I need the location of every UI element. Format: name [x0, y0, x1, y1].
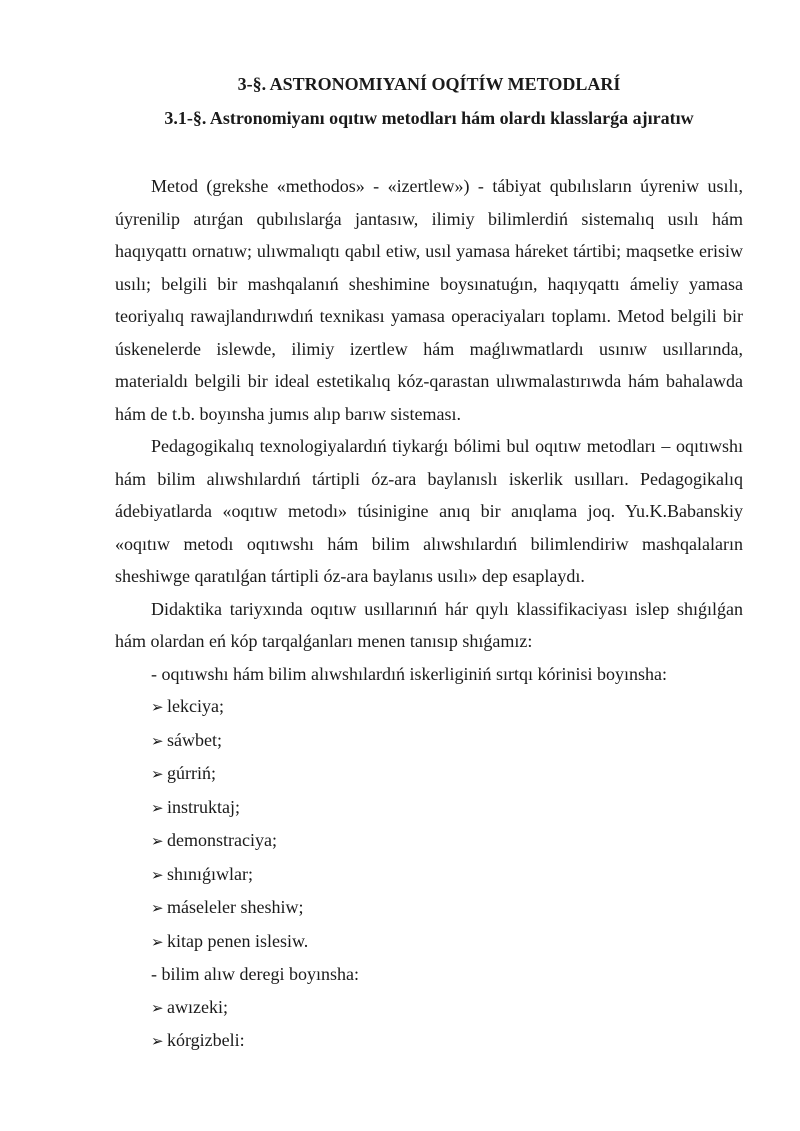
arrow-bullet-icon: ➢ — [151, 731, 164, 750]
list-item — [115, 925, 743, 959]
arrow-bullet-icon: ➢ — [151, 698, 164, 716]
arrow-bullet-icon: ➢ — [151, 899, 164, 917]
arrow-bullet-icon: ➢ — [151, 832, 164, 850]
section-title: 3-§. ASTRONOMIYANÍ OQÍTÍW METODLARÍ — [237, 74, 621, 94]
list-item — [115, 724, 743, 758]
bullet-list-knowledge-source — [115, 991, 743, 1058]
list-item-text: lekciya; — [167, 696, 224, 716]
list-item — [115, 1024, 743, 1058]
list-item — [115, 690, 743, 724]
subsection-title: 3.1-§. Astronomiyanı oqıtıw metodları hám olardı klasslarǵa ajıratıw — [164, 108, 694, 128]
list-item-text: gúrriń; — [167, 763, 216, 783]
list-item-text: kitap penen islesiw. — [167, 930, 309, 951]
arrow-bullet-icon: ➢ — [151, 865, 164, 884]
paragraph-classification-intro: Didaktika tariyxında oqıtıw usıllarınıń hár qıylı klassifikaciyası islep shıǵılǵan hám olardan eń kóp tarqalǵanları menen tanısıp shıǵamız: — [115, 598, 743, 651]
bullet-list-activity-form — [115, 690, 743, 958]
list-item — [115, 757, 743, 791]
arrow-bullet-icon: ➢ — [151, 765, 164, 783]
paragraph-pedagogical-technologies: Pedagogikalıq texnologiyalardıń tiykarǵı bólimi bul oqıtıw metodları – oqıtıwshı hám bilim alıwshılardıń tártipli óz-ara baylanıslı iskerlik usılları. Pedagogikalıq ádebiyatlarda «oqıtıw metodı» túsinigine anıq bir anıqlama joq. Yu.K.Babanskiy «oqıtıw metodı oqıtıwshı hám bilim alıwshılardıń bilimlendiriw mashqalaların sheshiwge qaratılǵan tártipli óz-ara baylanıs usılı» dep esaplaydı. — [115, 436, 743, 586]
list-item-text: instruktaj; — [167, 796, 240, 817]
page-content — [115, 72, 743, 1058]
list-heading-knowledge-source: - bilim alıw deregi boyınsha: — [151, 964, 359, 984]
list-item-text: shınıǵıwlar; — [167, 863, 253, 884]
list-item — [115, 891, 743, 925]
list-item — [115, 858, 743, 892]
arrow-bullet-icon: ➢ — [151, 1032, 164, 1050]
list-item — [115, 991, 743, 1025]
arrow-bullet-icon: ➢ — [151, 798, 164, 817]
list-item — [115, 791, 743, 825]
list-item-text: máseleler sheshiw; — [167, 897, 304, 917]
arrow-bullet-icon: ➢ — [151, 998, 164, 1017]
heading-spacer — [115, 130, 743, 170]
list-heading-activity-form: - oqıtıwshı hám bilim alıwshılardıń iskerliginiń sırtqı kórinisi boyınsha: — [151, 663, 667, 684]
arrow-bullet-icon: ➢ — [151, 932, 164, 951]
list-item-text: demonstraciya; — [167, 830, 277, 850]
list-item — [115, 824, 743, 858]
list-item-text: awızeki; — [167, 996, 228, 1017]
paragraph-method-definition: Metod (grekshe «methodos» - «izertlew») - tábiyat qubılısların úyreniw usılı, úyrenilip atırǵan qubılıslarǵa jantasıw, ilimiy bilimlerdiń sistemalıq usılı hám haqıyqattı ornatıw; ulıwmalıqtı qabıl etiw, usıl yamasa háreket tártibi; maqsetke erisiw usılı; belgili bir mashqalanıń sheshimine boysınatuǵın, haqıyqattı ámeliy yamasa teoriyalıq rawajlandırıwdıń texnikası yamasa operaciyaları toplamı. Metod belgili bir úskenelerde islewde, ilimiy izertlew hám maǵlıwmatlardı usınıw usıllarında, materialdı belgili bir ideal estetikalıq kóz-qarastan ulıwmalastırıwda hám bahalawda hám de t.b. boyınsha jumıs alıp barıw sisteması. — [115, 176, 743, 424]
list-item-text: kórgizbeli: — [167, 1030, 245, 1050]
list-item-text: sáwbet; — [167, 729, 222, 750]
